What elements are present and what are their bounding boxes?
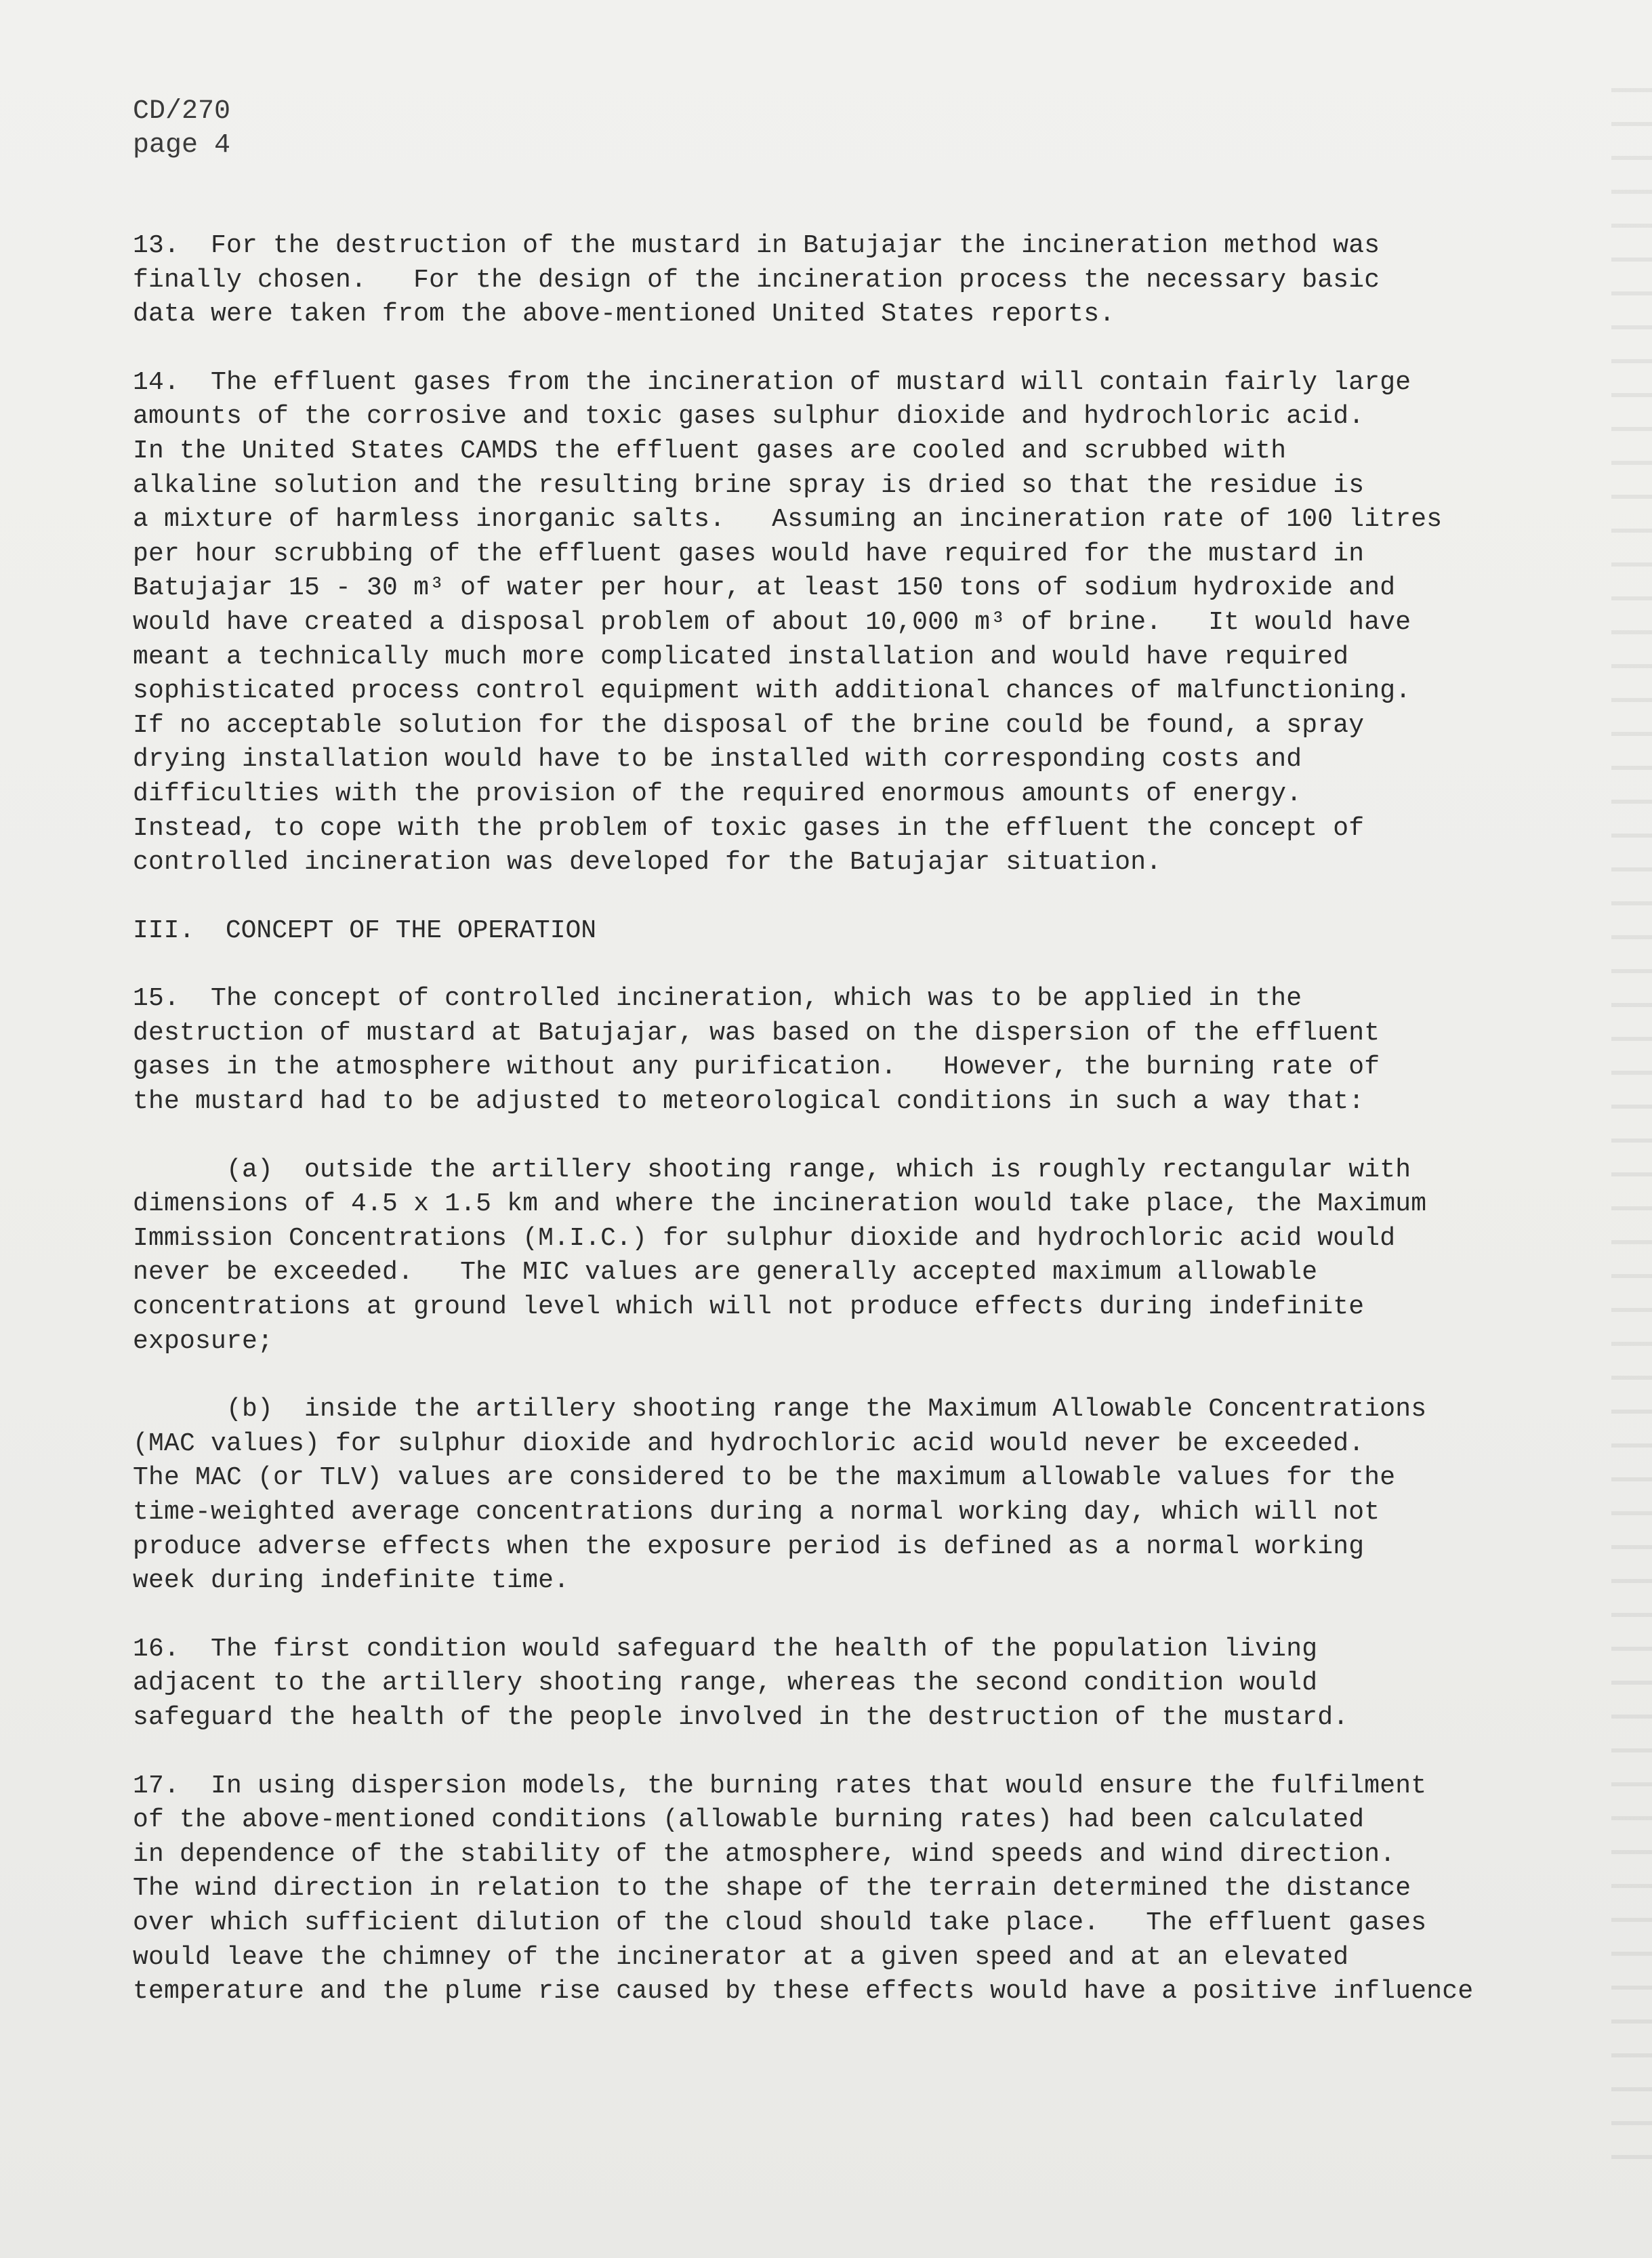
text-line: gases in the atmosphere without any purification. However, the burning rate of xyxy=(133,1052,1380,1082)
text-line: destruction of mustard at Batujajar, was based on the dispersion of the effluent xyxy=(133,1018,1380,1048)
text-line: a mixture of harmless inorganic salts. Assuming an incineration rate of 100 litres xyxy=(133,505,1443,535)
text-line: (MAC values) for sulphur dioxide and hydrochloric acid would never be exceeded. xyxy=(133,1429,1365,1458)
text-line: time-weighted average concentrations during a normal working day, which will not xyxy=(133,1498,1380,1527)
text-line: Instead, to cope with the problem of toxic gases in the effluent the concept of xyxy=(133,813,1365,843)
text-line: sophisticated process control equipment with additional chances of malfunctioning. xyxy=(133,676,1411,706)
paragraph xyxy=(133,1633,1596,1736)
paragraph xyxy=(133,1153,1596,1359)
paragraph xyxy=(133,982,1596,1119)
page-header xyxy=(133,95,230,163)
text-line: The wind direction in relation to the shape of the terrain determined the distance xyxy=(133,1874,1411,1904)
text-line: would leave the chimney of the incinerator at a given speed and at an elevated xyxy=(133,1942,1349,1972)
text-line: safeguard the health of the people involved in the destruction of the mustard. xyxy=(133,1702,1349,1732)
text-line: In the United States CAMDS the effluent gases are cooled and scrubbed with xyxy=(133,436,1287,466)
page-number: page 4 xyxy=(133,130,231,161)
text-line: 15. The concept of controlled incineration, which was to be applied in the xyxy=(133,984,1302,1014)
text-line: 16. The first condition would safeguard the health of the population living xyxy=(133,1634,1318,1664)
text-line: Batujajar 15 - 30 m³ of water per hour, at least 150 tons of sodium hydroxide and xyxy=(133,573,1396,603)
text-line: exposure; xyxy=(133,1326,274,1356)
text-line: (a) outside the artillery shooting range, which is roughly rectangular with xyxy=(133,1155,1411,1185)
text-line: adjacent to the artillery shooting range, whereas the second condition would xyxy=(133,1668,1318,1698)
text-line: data were taken from the above-mentioned United States reports. xyxy=(133,300,1115,329)
text-line: the mustard had to be adjusted to meteorological conditions in such a way that: xyxy=(133,1087,1365,1117)
paragraph xyxy=(133,1393,1596,1599)
text-line: amounts of the corrosive and toxic gases sulphur dioxide and hydrochloric acid. xyxy=(133,402,1365,432)
text-line: per hour scrubbing of the effluent gases would have required for the mustard in xyxy=(133,539,1365,569)
paragraph xyxy=(133,366,1596,880)
text-line: 13. For the destruction of the mustard in Batujajar the incineration method was xyxy=(133,231,1380,260)
text-line: of the above-mentioned conditions (allowable burning rates) had been calculated xyxy=(133,1805,1365,1835)
text-line: The MAC (or TLV) values are considered to be the maximum allowable values for the xyxy=(133,1463,1396,1493)
text-line: Immission Concentrations (M.I.C.) for sulphur dioxide and hydrochloric acid would xyxy=(133,1223,1396,1253)
document-code: CD/270 xyxy=(133,96,231,127)
text-line: in dependence of the stability of the atmosphere, wind speeds and wind direction. xyxy=(133,1839,1396,1869)
text-line: meant a technically much more complicated installation and would have required xyxy=(133,642,1349,672)
text-line: drying installation would have to be installed with corresponding costs and xyxy=(133,745,1302,775)
text-line: dimensions of 4.5 x 1.5 km and where the incineration would take place, the Maximum xyxy=(133,1189,1427,1219)
text-line: produce adverse effects when the exposure period is defined as a normal working xyxy=(133,1532,1365,1561)
text-line: 14. The effluent gases from the incineration of mustard will contain fairly large xyxy=(133,367,1411,397)
text-line: over which sufficient dilution of the cloud should take place. The effluent gases xyxy=(133,1908,1427,1937)
text-line: 17. In using dispersion models, the burning rates that would ensure the fulfilment xyxy=(133,1771,1427,1801)
text-line: (b) inside the artillery shooting range the Maximum Allowable Concentrations xyxy=(133,1395,1427,1424)
text-line: temperature and the plume rise caused by these effects would have a positive influence xyxy=(133,1977,1474,2007)
document-body xyxy=(133,229,1596,2043)
text-line: If no acceptable solution for the disposal of the brine could be found, a spray xyxy=(133,710,1365,740)
text-line: controlled incineration was developed for the Batujajar situation. xyxy=(133,848,1162,878)
paragraph xyxy=(133,229,1596,332)
paragraph xyxy=(133,1769,1596,2009)
text-line: week during indefinite time. xyxy=(133,1566,570,1596)
text-line: concentrations at ground level which will not produce effects during indefinite xyxy=(133,1292,1365,1322)
text-line: finally chosen. For the design of the incineration process the necessary basic xyxy=(133,265,1380,295)
text-line: difficulties with the provision of the required enormous amounts of energy. xyxy=(133,779,1302,808)
text-line: never be exceeded. The MIC values are generally accepted maximum allowable xyxy=(133,1258,1318,1288)
text-line: would have created a disposal problem of about 10,000 m³ of brine. It would have xyxy=(133,607,1411,637)
section-heading: III. CONCEPT OF THE OPERATION xyxy=(133,916,597,945)
bleed-through-shadow xyxy=(1611,88,1652,2189)
text-line: alkaline solution and the resulting brine spray is dried so that the residue is xyxy=(133,470,1365,500)
